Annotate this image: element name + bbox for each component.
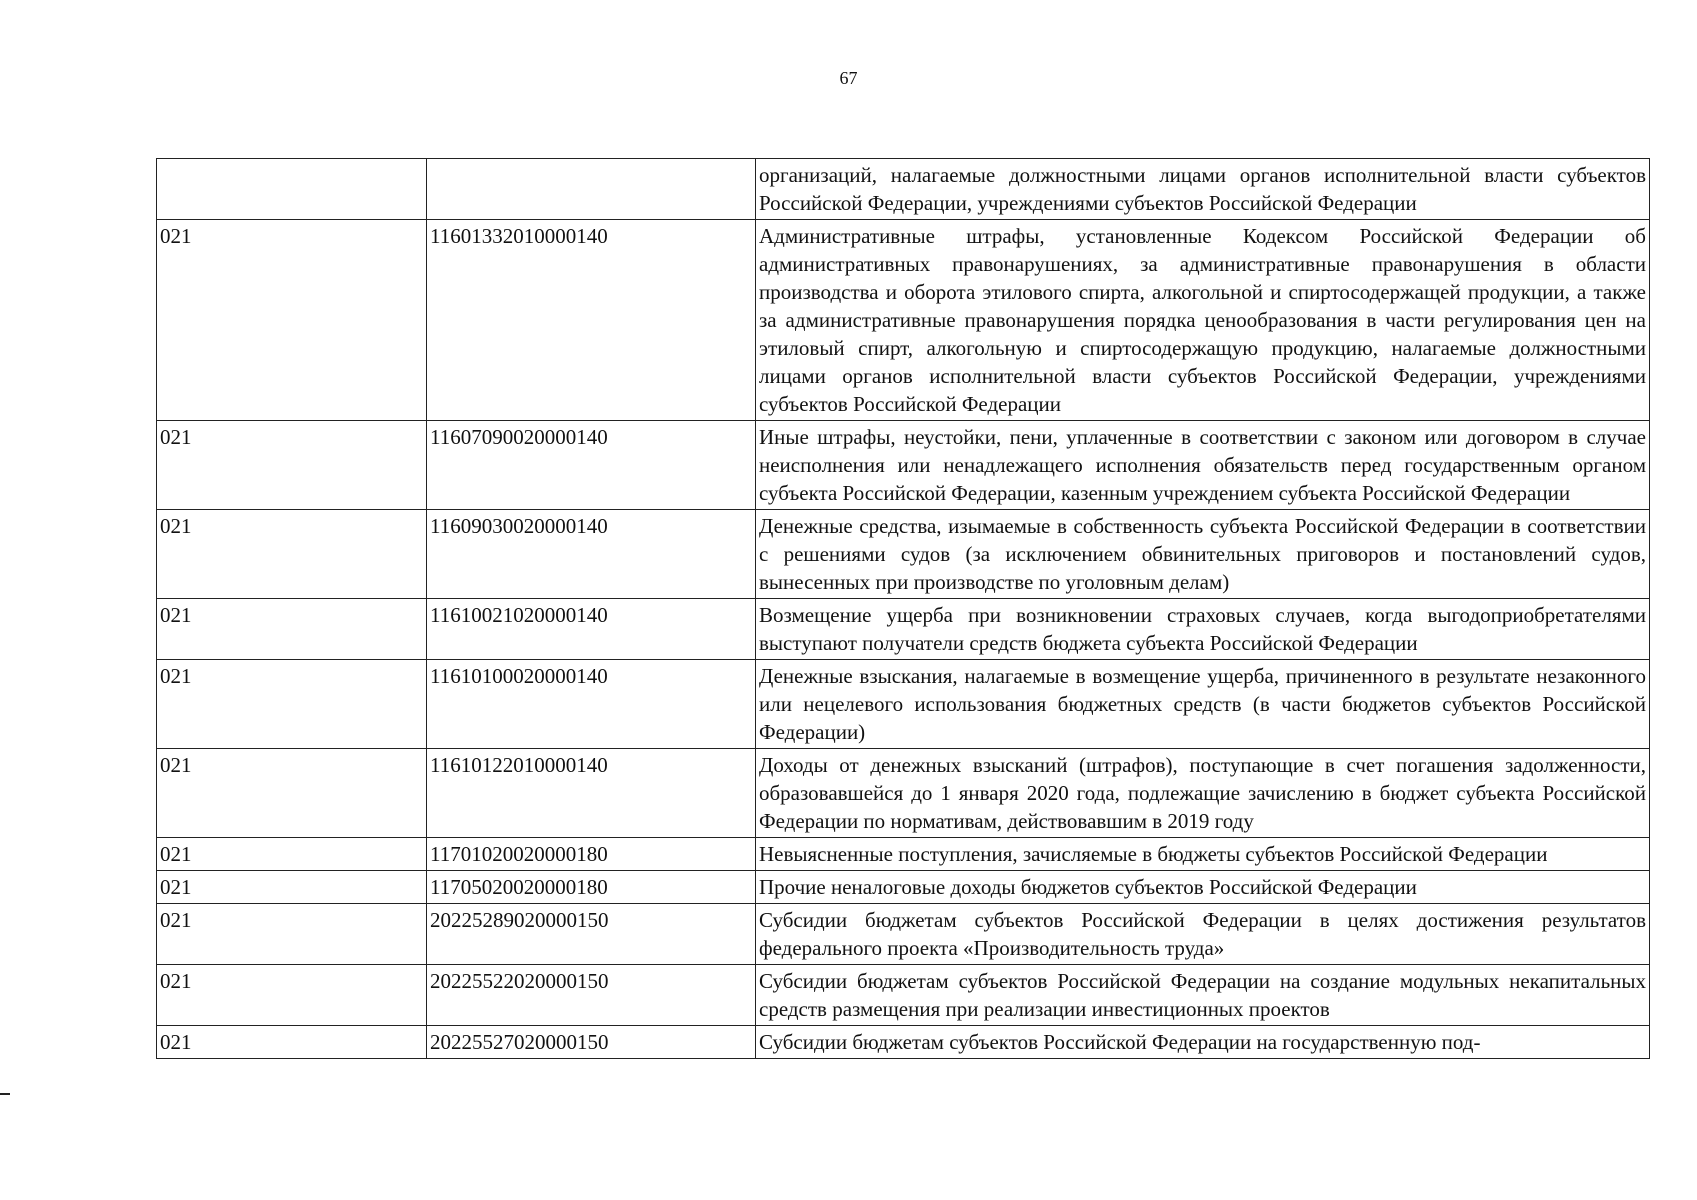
kbk-code-cell: 11609030020000140 xyxy=(427,510,756,599)
admin-code-cell: 021 xyxy=(157,510,427,599)
description-cell: Субсидии бюджетам субъектов Российской Федерации в целях достижения результатов федерального проекта «Производительность труда» xyxy=(756,904,1650,965)
table-row xyxy=(157,749,1650,838)
description-cell: организаций, налагаемые должностными лицами органов исполнительной власти субъектов Российской Федерации, учреждениями субъектов Российской Федерации xyxy=(756,159,1650,220)
description-cell: Возмещение ущерба при возникновении страховых случаев, когда выгодоприобретателями выступают получатели средств бюджета субъекта Российской Федерации xyxy=(756,599,1650,660)
table-row xyxy=(157,510,1650,599)
admin-code-cell: 021 xyxy=(157,871,427,904)
kbk-code-cell: 11607090020000140 xyxy=(427,421,756,510)
margin-mark xyxy=(0,1093,10,1095)
kbk-code-cell: 11610100020000140 xyxy=(427,660,756,749)
table-row xyxy=(157,838,1650,871)
table-row xyxy=(157,421,1650,510)
admin-code-cell: 021 xyxy=(157,599,427,660)
table-row xyxy=(157,660,1650,749)
description-cell: Денежные средства, изымаемые в собственность субъекта Российской Федерации в соответствии с решениями судов (за исключением обвинительных приговоров и постановлений судов, вынесенных при производстве по уголовным делам) xyxy=(756,510,1650,599)
admin-code-cell: 021 xyxy=(157,1026,427,1059)
kbk-code-cell: 20225289020000150 xyxy=(427,904,756,965)
table-row xyxy=(157,965,1650,1026)
admin-code-cell: 021 xyxy=(157,421,427,510)
description-cell: Денежные взыскания, налагаемые в возмещение ущерба, причиненного в результате незаконного или нецелевого использования бюджетных средств (в части бюджетов субъектов Российской Федерации) xyxy=(756,660,1650,749)
description-cell: Невыясненные поступления, зачисляемые в бюджеты субъектов Российской Федерации xyxy=(756,838,1650,871)
table-row xyxy=(157,599,1650,660)
admin-code-cell xyxy=(157,159,427,220)
kbk-code-cell: 11701020020000180 xyxy=(427,838,756,871)
kbk-code-cell: 20225527020000150 xyxy=(427,1026,756,1059)
admin-code-cell: 021 xyxy=(157,838,427,871)
kbk-code-cell xyxy=(427,159,756,220)
table-row xyxy=(157,871,1650,904)
description-cell: Административные штрафы, установленные Кодексом Российской Федерации об административных правонарушениях, за административные правонарушения в области производства и оборота этилового спирта, алкогольной и спиртосодержащей продукции, а также за административные правонарушения порядка ценообразования в части регулирования цен на этиловый спирт, алкогольную и спиртосодержащую продукцию, налагаемые должностными лицами органов исполнительной власти субъектов Российской Федерации, учреждениями субъектов Российской Федерации xyxy=(756,220,1650,421)
kbk-code-cell: 11705020020000180 xyxy=(427,871,756,904)
description-cell: Субсидии бюджетам субъектов Российской Федерации на создание модульных некапитальных средств размещения при реализации инвестиционных проектов xyxy=(756,965,1650,1026)
table-row xyxy=(157,159,1650,220)
admin-code-cell: 021 xyxy=(157,660,427,749)
kbk-code-cell: 20225522020000150 xyxy=(427,965,756,1026)
description-cell: Доходы от денежных взысканий (штрафов), поступающие в счет погашения задолженности, образовавшейся до 1 января 2020 года, подлежащие зачислению в бюджет субъекта Российской Федерации по нормативам, действовавшим в 2019 году xyxy=(756,749,1650,838)
description-cell: Субсидии бюджетам субъектов Российской Федерации на государственную под- xyxy=(756,1026,1650,1059)
description-cell: Иные штрафы, неустойки, пени, уплаченные в соответствии с законом или договором в случае неисполнения или ненадлежащего исполнения обязательств перед государственным органом субъекта Российской Федерации, казенным учреждением субъекта Российской Федерации xyxy=(756,421,1650,510)
page-number: 67 xyxy=(839,68,858,88)
description-cell: Прочие неналоговые доходы бюджетов субъектов Российской Федерации xyxy=(756,871,1650,904)
admin-code-cell: 021 xyxy=(157,749,427,838)
kbk-code-cell: 11610122010000140 xyxy=(427,749,756,838)
table-row xyxy=(157,220,1650,421)
admin-code-cell: 021 xyxy=(157,904,427,965)
kbk-code-cell: 11610021020000140 xyxy=(427,599,756,660)
table-body xyxy=(157,159,1650,1059)
table-row xyxy=(157,1026,1650,1059)
table-row xyxy=(157,904,1650,965)
revenue-codes-table xyxy=(156,158,1650,1059)
admin-code-cell: 021 xyxy=(157,220,427,421)
kbk-code-cell: 11601332010000140 xyxy=(427,220,756,421)
admin-code-cell: 021 xyxy=(157,965,427,1026)
